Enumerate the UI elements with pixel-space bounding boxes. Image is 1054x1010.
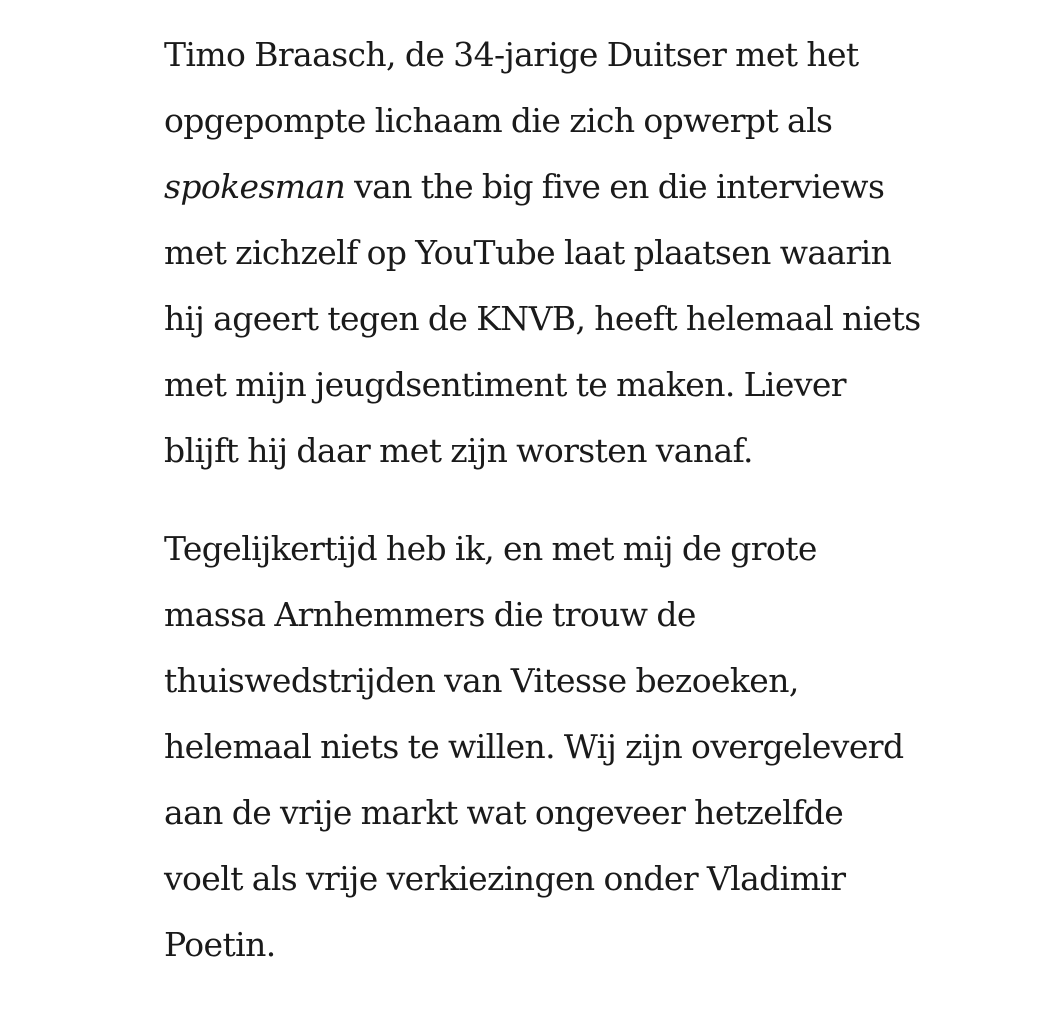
text-line: voelt als vrije verkiezingen onder Vladimir [164,859,846,898]
text-line: blijft hij daar met zijn worsten vanaf. [164,431,753,470]
paragraph-2 [164,516,954,978]
text-line: massa Arnhemmers die trouw de [164,595,696,634]
italic-term-spokesman: spokesman [164,167,346,206]
text-line: aan de vrije markt wat ongeveer hetzelfde [164,793,844,832]
text-line [164,154,954,220]
text-line: met mijn jeugdsentiment te maken. Liever [164,365,846,404]
text-line: Tegelijkertijd heb ik, en met mij de grote [164,529,817,568]
text-fragment: van the big five en die interviews [345,167,885,206]
text-line: thuiswedstrijden van Vitesse bezoeken, [164,661,799,700]
text-line: met zichzelf op YouTube laat plaatsen waarin [164,233,892,272]
article-body [164,22,954,1010]
paragraph-1 [164,22,954,484]
text-line: Poetin. [164,925,276,964]
text-line: helemaal niets te willen. Wij zijn overgeleverd [164,727,904,766]
text-line: hij ageert tegen de KNVB, heeft helemaal niets [164,299,921,338]
text-line: Timo Braasch, de 34-jarige Duitser met het [164,35,859,74]
text-line: opgepompte lichaam die zich opwerpt als [164,101,833,140]
